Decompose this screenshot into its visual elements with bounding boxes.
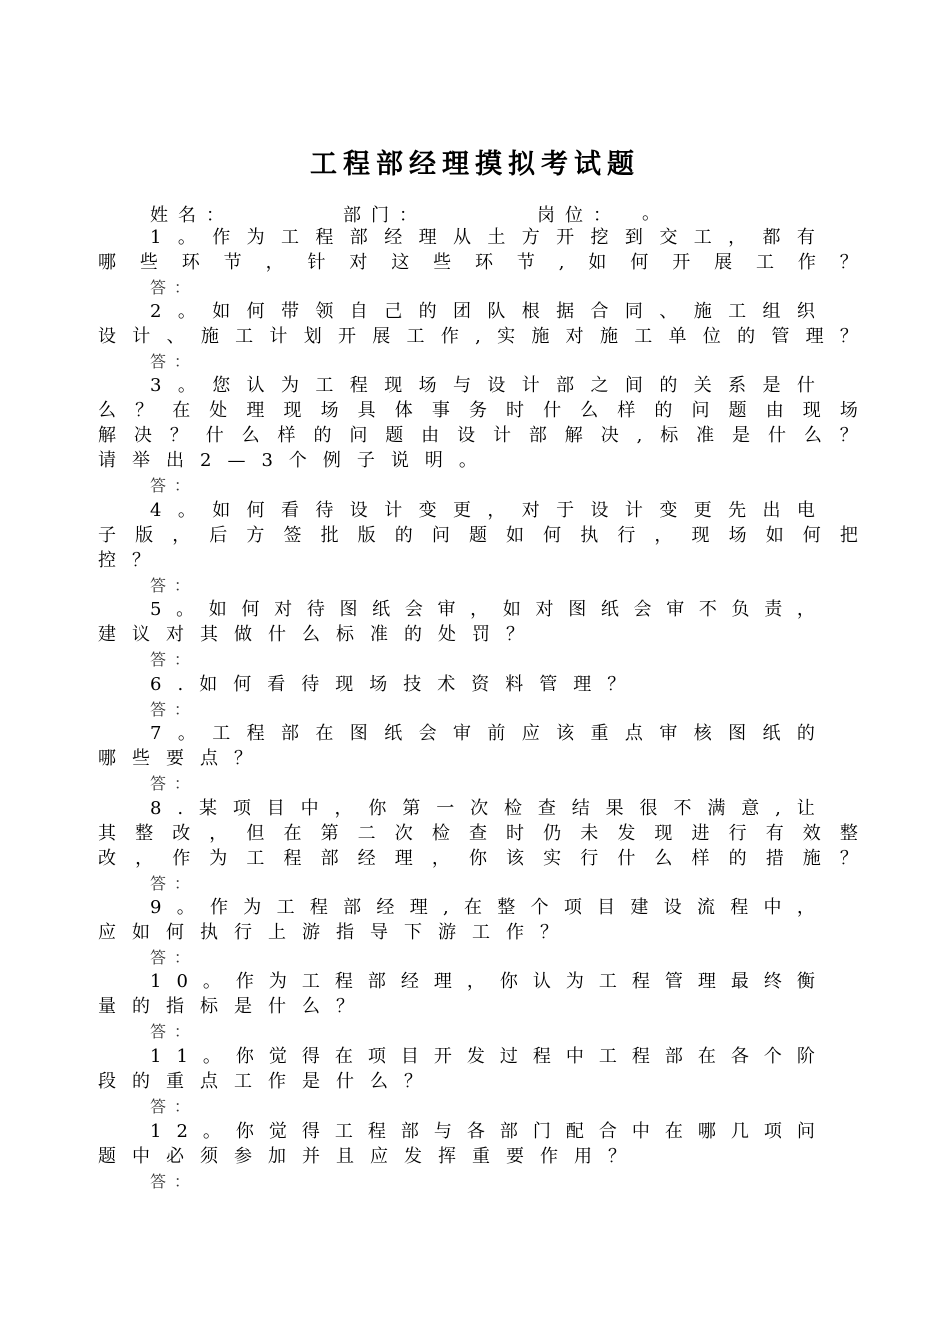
- question-9-line: 9 。 作 为 工 程 部 经 理 , 在 整 个 项 目 建 设 流 程 中 ，: [150, 897, 815, 918]
- question-8-line: 改 ， 作 为 工 程 部 经 理 ， 你 该 实 行 什 么 样 的 措 施 ？: [98, 848, 858, 869]
- dept-label: 部门：: [343, 205, 427, 226]
- question-8-line: 其 整 改 ， 但 在 第 二 次 检 查 时 仍 未 发 现 进 行 有 效 整: [98, 823, 858, 844]
- question-7-line: 7 。 工 程 部 在 图 纸 会 审 前 应 该 重 点 审 核 图 纸 的: [150, 723, 815, 744]
- post-label: 岗位：: [537, 205, 621, 226]
- question-1-line: 哪 些 环 节 ， 针 对 这 些 环 节 , 如 何 开 展 工 作 ？: [98, 252, 858, 273]
- question-7-line: 哪 些 要 点 ？: [98, 748, 252, 769]
- answer-label: 答：: [150, 476, 199, 495]
- question-2-line: 2 。 如 何 带 领 自 己 的 团 队 根 据 合 同 、 施 工 组 织: [150, 301, 815, 322]
- answer-label: 答：: [150, 874, 199, 893]
- name-label: 姓名：: [150, 205, 234, 226]
- question-10-line: 量 的 指 标 是 什 么 ？: [98, 996, 354, 1017]
- question-12-line: 题 中 必 须 参 加 并 且 应 发 挥 重 要 作 用 ？: [98, 1146, 626, 1167]
- question-3-line: 么 ？ 在 处 理 现 场 具 体 事 务 时 什 么 样 的 问 题 由 现 场: [98, 400, 858, 421]
- question-8-line: 8 . 某 项 目 中 ， 你 第 一 次 检 查 结 果 很 不 满 意 , 让: [150, 798, 815, 819]
- question-5-line: 5 。 如 何 对 待 图 纸 会 审 ， 如 对 图 纸 会 审 不 负 责 ，: [150, 599, 815, 620]
- question-3-line: 3 。 您 认 为 工 程 现 场 与 设 计 部 之 间 的 关 系 是 什: [150, 375, 815, 396]
- question-6-line: 6 . 如 何 看 待 现 场 技 术 资 料 管 理 ？: [150, 674, 626, 695]
- answer-label: 答：: [150, 352, 199, 371]
- question-4-line: 子 版 ， 后 方 签 批 版 的 问 题 如 何 执 行 ， 现 场 如 何 把: [98, 525, 858, 546]
- question-1-line: 1 。 作 为 工 程 部 经 理 从 土 方 开 挖 到 交 工 ， 都 有: [150, 227, 815, 248]
- question-4-line: 控 ？: [98, 550, 150, 571]
- question-3-line: 解 决 ？ 什 么 样 的 问 题 由 设 计 部 解 决 , 标 准 是 什 么 ？: [98, 425, 858, 446]
- question-4-line: 4 。 如 何 看 待 设 计 变 更 ， 对 于 设 计 变 更 先 出 电: [150, 500, 815, 521]
- answer-label: 答：: [150, 1172, 199, 1191]
- answer-label: 答：: [150, 948, 199, 967]
- answer-label: 答：: [150, 1022, 199, 1041]
- question-3-line: 请 举 出 2 — 3 个 例 子 说 明 。: [98, 450, 477, 471]
- question-11-line: 1 1 。 你 觉 得 在 项 目 开 发 过 程 中 工 程 部 在 各 个 阶: [150, 1046, 815, 1067]
- question-5-line: 建 议 对 其 做 什 么 标 准 的 处 罚 ？: [98, 624, 524, 645]
- question-11-line: 段 的 重 点 工 作 是 什 么 ？: [98, 1071, 422, 1092]
- question-2-line: 设 计 、 施 工 计 划 开 展 工 作 , 实 施 对 施 工 单 位 的 管 理 ？: [98, 326, 858, 347]
- page-title: 工程部经理摸拟考试题: [310, 149, 640, 180]
- info-mark: 。: [642, 203, 670, 224]
- answer-label: 答：: [150, 650, 199, 669]
- answer-label: 答：: [150, 278, 199, 297]
- answer-label: 答：: [150, 1097, 199, 1116]
- question-12-line: 1 2 。 你 觉 得 工 程 部 与 各 部 门 配 合 中 在 哪 几 项 问: [150, 1121, 815, 1142]
- answer-label: 答：: [150, 576, 199, 595]
- answer-label: 答：: [150, 774, 199, 793]
- question-9-line: 应 如 何 执 行 上 游 指 导 下 游 工 作 ？: [98, 922, 558, 943]
- answer-label: 答：: [150, 700, 199, 719]
- question-10-line: 1 0 。 作 为 工 程 部 经 理 ， 你 认 为 工 程 管 理 最 终 衡: [150, 971, 815, 992]
